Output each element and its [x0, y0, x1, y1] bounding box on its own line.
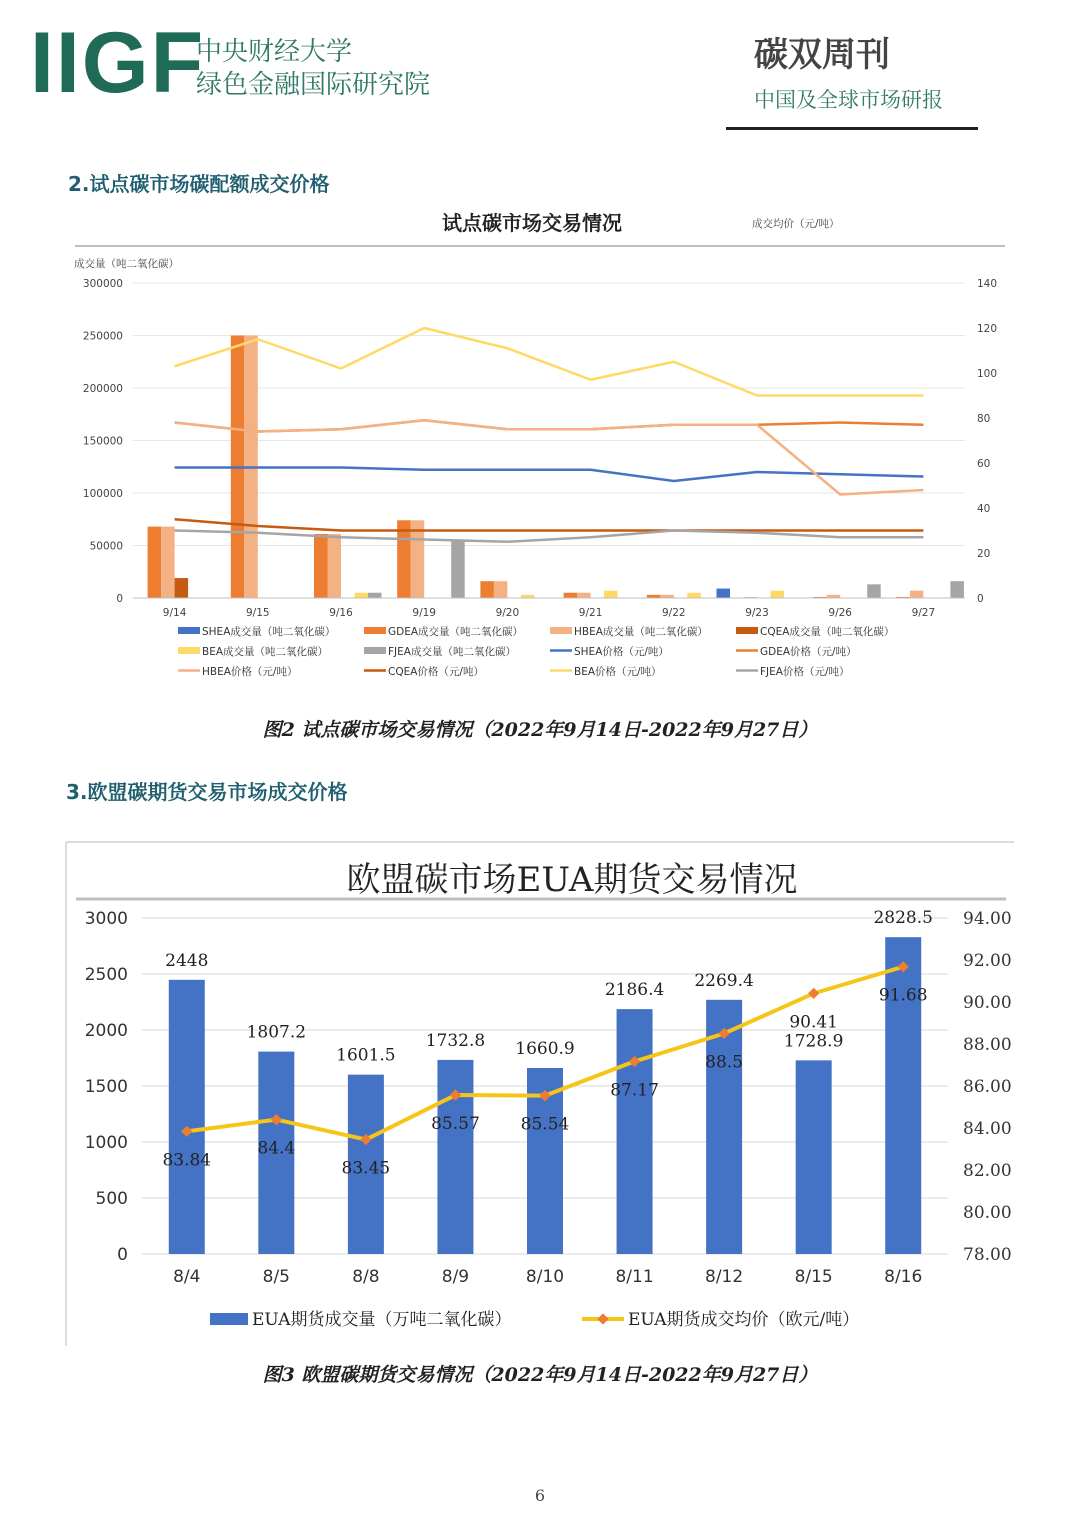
chart2-price-label: 84.4: [257, 1138, 296, 1159]
chart1-y2-tick: 80: [977, 413, 991, 425]
chart2-legend-marker-price: [597, 1313, 608, 1324]
chart1-legend-label: GDEA成交量（吨二氧化碳）: [388, 626, 524, 638]
chart1-legend-swatch: [178, 627, 200, 634]
chart1-y2-tick: 100: [977, 368, 998, 380]
chart2-y-tick: 3000: [84, 909, 128, 929]
chart2-bar-label: 2448: [165, 950, 209, 971]
chart1-legend-label: BEA成交量（吨二氧化碳）: [202, 646, 329, 658]
chart1-x-tick: 9/19: [412, 607, 436, 619]
chart1-x-tick: 9/16: [329, 607, 353, 619]
chart2-x-tick: 8/11: [615, 1267, 654, 1287]
chart2-legend-swatch-volume: [210, 1313, 248, 1325]
chart1-legend-label: CQEA成交量（吨二氧化碳）: [760, 626, 895, 638]
logo: IIGF: [30, 15, 206, 111]
chart1-legend-label: HBEA成交量（吨二氧化碳）: [574, 626, 708, 638]
publication-title: 碳双周刊: [754, 35, 890, 75]
chart1-legend-swatch: [364, 627, 386, 634]
chart2-y2-tick: 90.00: [963, 993, 1012, 1013]
chart2-price-label: 87.17: [610, 1080, 659, 1101]
chart2-y2-tick: 92.00: [963, 951, 1012, 971]
chart1-bar: [867, 584, 881, 598]
chart2-x-tick: 8/10: [525, 1267, 565, 1287]
chart1-bar: [451, 541, 465, 598]
chart1-right-axis-label: 成交均价（元/吨）: [752, 218, 840, 230]
chart1-x-tick: 9/14: [162, 607, 187, 619]
chart1-bar: [950, 581, 964, 598]
chart1-y-tick: 250000: [82, 330, 123, 343]
chart2-bar-label: 2828.5: [873, 908, 933, 929]
org-name-line2: 绿色金融国际研究院: [196, 70, 431, 100]
chart2-bar-label: 1601.5: [336, 1045, 396, 1066]
chart2-title: 欧盟碳市场EUA期货交易情况: [346, 860, 798, 900]
chart1-x-tick: 9/27: [911, 607, 936, 619]
chart1-price-line: [175, 519, 924, 530]
chart1-y2-tick: 40: [977, 503, 991, 515]
chart2-volume-bar: [796, 1060, 832, 1254]
chart2-price-label: 83.45: [341, 1158, 391, 1179]
chart2-y2-tick: 82.00: [963, 1161, 1012, 1181]
chart2-bar-label: 1807.2: [246, 1022, 307, 1043]
eua-futures-chart: [0, 836, 1080, 1351]
chart1-bar: [397, 520, 411, 598]
chart1-x-tick: 9/26: [828, 607, 852, 619]
chart2-bar-label: 2269.4: [694, 970, 754, 991]
chart2-y2-tick: 80.00: [963, 1203, 1012, 1223]
chart1-bar: [148, 527, 162, 598]
chart1-bar: [328, 534, 342, 598]
chart2-y-tick: 2000: [84, 1021, 128, 1041]
chart2-x-tick: 8/15: [794, 1267, 833, 1287]
chart2-volume-bar: [885, 937, 921, 1254]
chart1-bar: [604, 591, 618, 598]
chart2-price-label: 85.54: [520, 1114, 570, 1135]
chart1-y-tick: 100000: [82, 488, 123, 500]
chart1-bar: [687, 593, 701, 598]
chart2-y-tick: 2500: [84, 965, 128, 985]
chart1-legend-label: FJEA价格（元/吨）: [760, 666, 850, 678]
chart2-price-label: 90.41: [789, 1012, 839, 1033]
chart1-x-tick: 9/20: [495, 607, 520, 619]
chart1-left-axis-label: 成交量（吨二氧化碳）: [74, 258, 179, 270]
chart1-legend-label: SHEA成交量（吨二氧化碳）: [202, 626, 336, 638]
chart2-y2-tick: 84.00: [963, 1119, 1012, 1139]
chart2-price-label: 91.68: [878, 985, 928, 1006]
chart1-legend-swatch: [736, 627, 758, 634]
chart2-price-label: 88.5: [705, 1052, 744, 1073]
chart2-volume-bar: [437, 1060, 473, 1254]
chart1-y-tick: 200000: [82, 383, 123, 395]
chart1-price-line: [175, 328, 924, 396]
chart2-x-tick: 8/4: [173, 1267, 201, 1287]
chart1-bar: [480, 581, 494, 598]
chart2-x-tick: 8/12: [705, 1267, 744, 1287]
chart1-legend-label: GDEA价格（元/吨）: [760, 646, 857, 658]
chart1-bar: [910, 591, 924, 598]
page-number: 6: [534, 1486, 546, 1505]
chart1-y-tick: 150000: [82, 435, 123, 448]
chart1-legend-label: FJEA成交量（吨二氧化碳）: [388, 646, 516, 658]
chart1-legend-swatch: [550, 627, 572, 634]
chart2-x-tick: 8/5: [262, 1267, 291, 1287]
chart1-bar: [717, 589, 731, 598]
chart1-bar: [411, 520, 425, 598]
chart2-y-tick: 500: [95, 1189, 128, 1209]
chart2-x-tick: 8/9: [441, 1267, 470, 1287]
chart1-bar: [494, 581, 508, 598]
chart2-bar-label: 2186.4: [604, 980, 665, 1001]
chart2-y2-tick: 86.00: [963, 1077, 1012, 1097]
chart1-legend-label: HBEA价格（元/吨）: [202, 666, 298, 678]
chart1-bar: [577, 593, 591, 598]
pilot-market-chart: [0, 200, 1080, 690]
chart1-legend-label: BEA价格（元/吨）: [574, 666, 662, 678]
org-name-line1: 中央财经大学: [196, 37, 353, 67]
chart1-bar: [314, 534, 328, 598]
chart1-y2-tick: 20: [977, 548, 991, 560]
chart1-y2-tick: 60: [977, 458, 991, 470]
chart2-y-tick: 1500: [84, 1077, 128, 1097]
publication-subtitle: 中国及全球市场研报: [754, 88, 943, 112]
chart2-x-tick: 8/16: [884, 1267, 923, 1287]
chart1-legend-label: SHEA价格（元/吨）: [574, 646, 669, 658]
chart1-bar: [355, 593, 369, 598]
chart2-y-tick: 1000: [84, 1133, 128, 1153]
chart1-bar: [368, 593, 382, 598]
chart1-price-line: [175, 420, 924, 494]
section-title-eu-futures: 3.欧盟碳期货交易市场成交价格: [66, 780, 348, 804]
chart1-bar: [771, 591, 785, 598]
chart1-price-line: [175, 531, 924, 542]
chart1-x-tick: 9/21: [578, 607, 603, 619]
chart1-bar: [175, 578, 189, 598]
chart2-legend-label-price: EUA期货成交均价（欧元/吨）: [628, 1310, 860, 1330]
chart2-legend-label-volume: EUA期货成交量（万吨二氧化碳）: [252, 1310, 512, 1330]
chart2-price-label: 83.84: [162, 1150, 212, 1171]
chart2-y-tick: 0: [117, 1245, 128, 1265]
chart2-bar-label: 1660.9: [515, 1038, 575, 1059]
chart2-volume-bar: [169, 980, 205, 1254]
chart1-y2-tick: 0: [977, 593, 984, 605]
chart1-y2-tick: 120: [977, 323, 998, 335]
figure2-caption: 图2 试点碳市场交易情况（2022年9月14日-2022年9月27日）: [262, 719, 818, 741]
chart1-legend-swatch: [364, 647, 386, 654]
chart1-x-tick: 9/23: [745, 607, 769, 619]
chart2-y2-tick: 94.00: [963, 909, 1012, 929]
chart1-legend-swatch: [178, 647, 200, 654]
chart2-volume-bar: [617, 1009, 653, 1254]
chart1-x-tick: 9/15: [246, 607, 270, 619]
header-divider: [726, 127, 978, 130]
chart2-y2-tick: 88.00: [963, 1035, 1012, 1055]
chart2-x-tick: 8/8: [352, 1267, 380, 1287]
figure3-caption: 图3 欧盟碳期货交易情况（2022年9月14日-2022年9月27日）: [262, 1364, 818, 1386]
chart2-bar-label: 1728.9: [783, 1031, 844, 1052]
chart1-bar: [564, 593, 578, 598]
chart1-y2-tick: 140: [977, 278, 998, 290]
chart1-y-tick: 50000: [89, 540, 123, 553]
chart1-title: 试点碳市场交易情况: [442, 211, 622, 235]
chart1-legend-label: CQEA价格（元/吨）: [388, 666, 484, 678]
chart2-price-label: 85.57: [431, 1114, 480, 1135]
chart1-y-tick: 300000: [82, 278, 123, 290]
chart2-y2-tick: 78.00: [963, 1245, 1012, 1265]
chart1-x-tick: 9/22: [662, 607, 686, 619]
chart1-bar: [161, 527, 175, 598]
chart2-bar-label: 1732.8: [425, 1030, 486, 1051]
chart1-y-tick: 0: [116, 593, 123, 605]
section-title-pilot-market: 2.试点碳市场碳配额成交价格: [68, 172, 330, 196]
